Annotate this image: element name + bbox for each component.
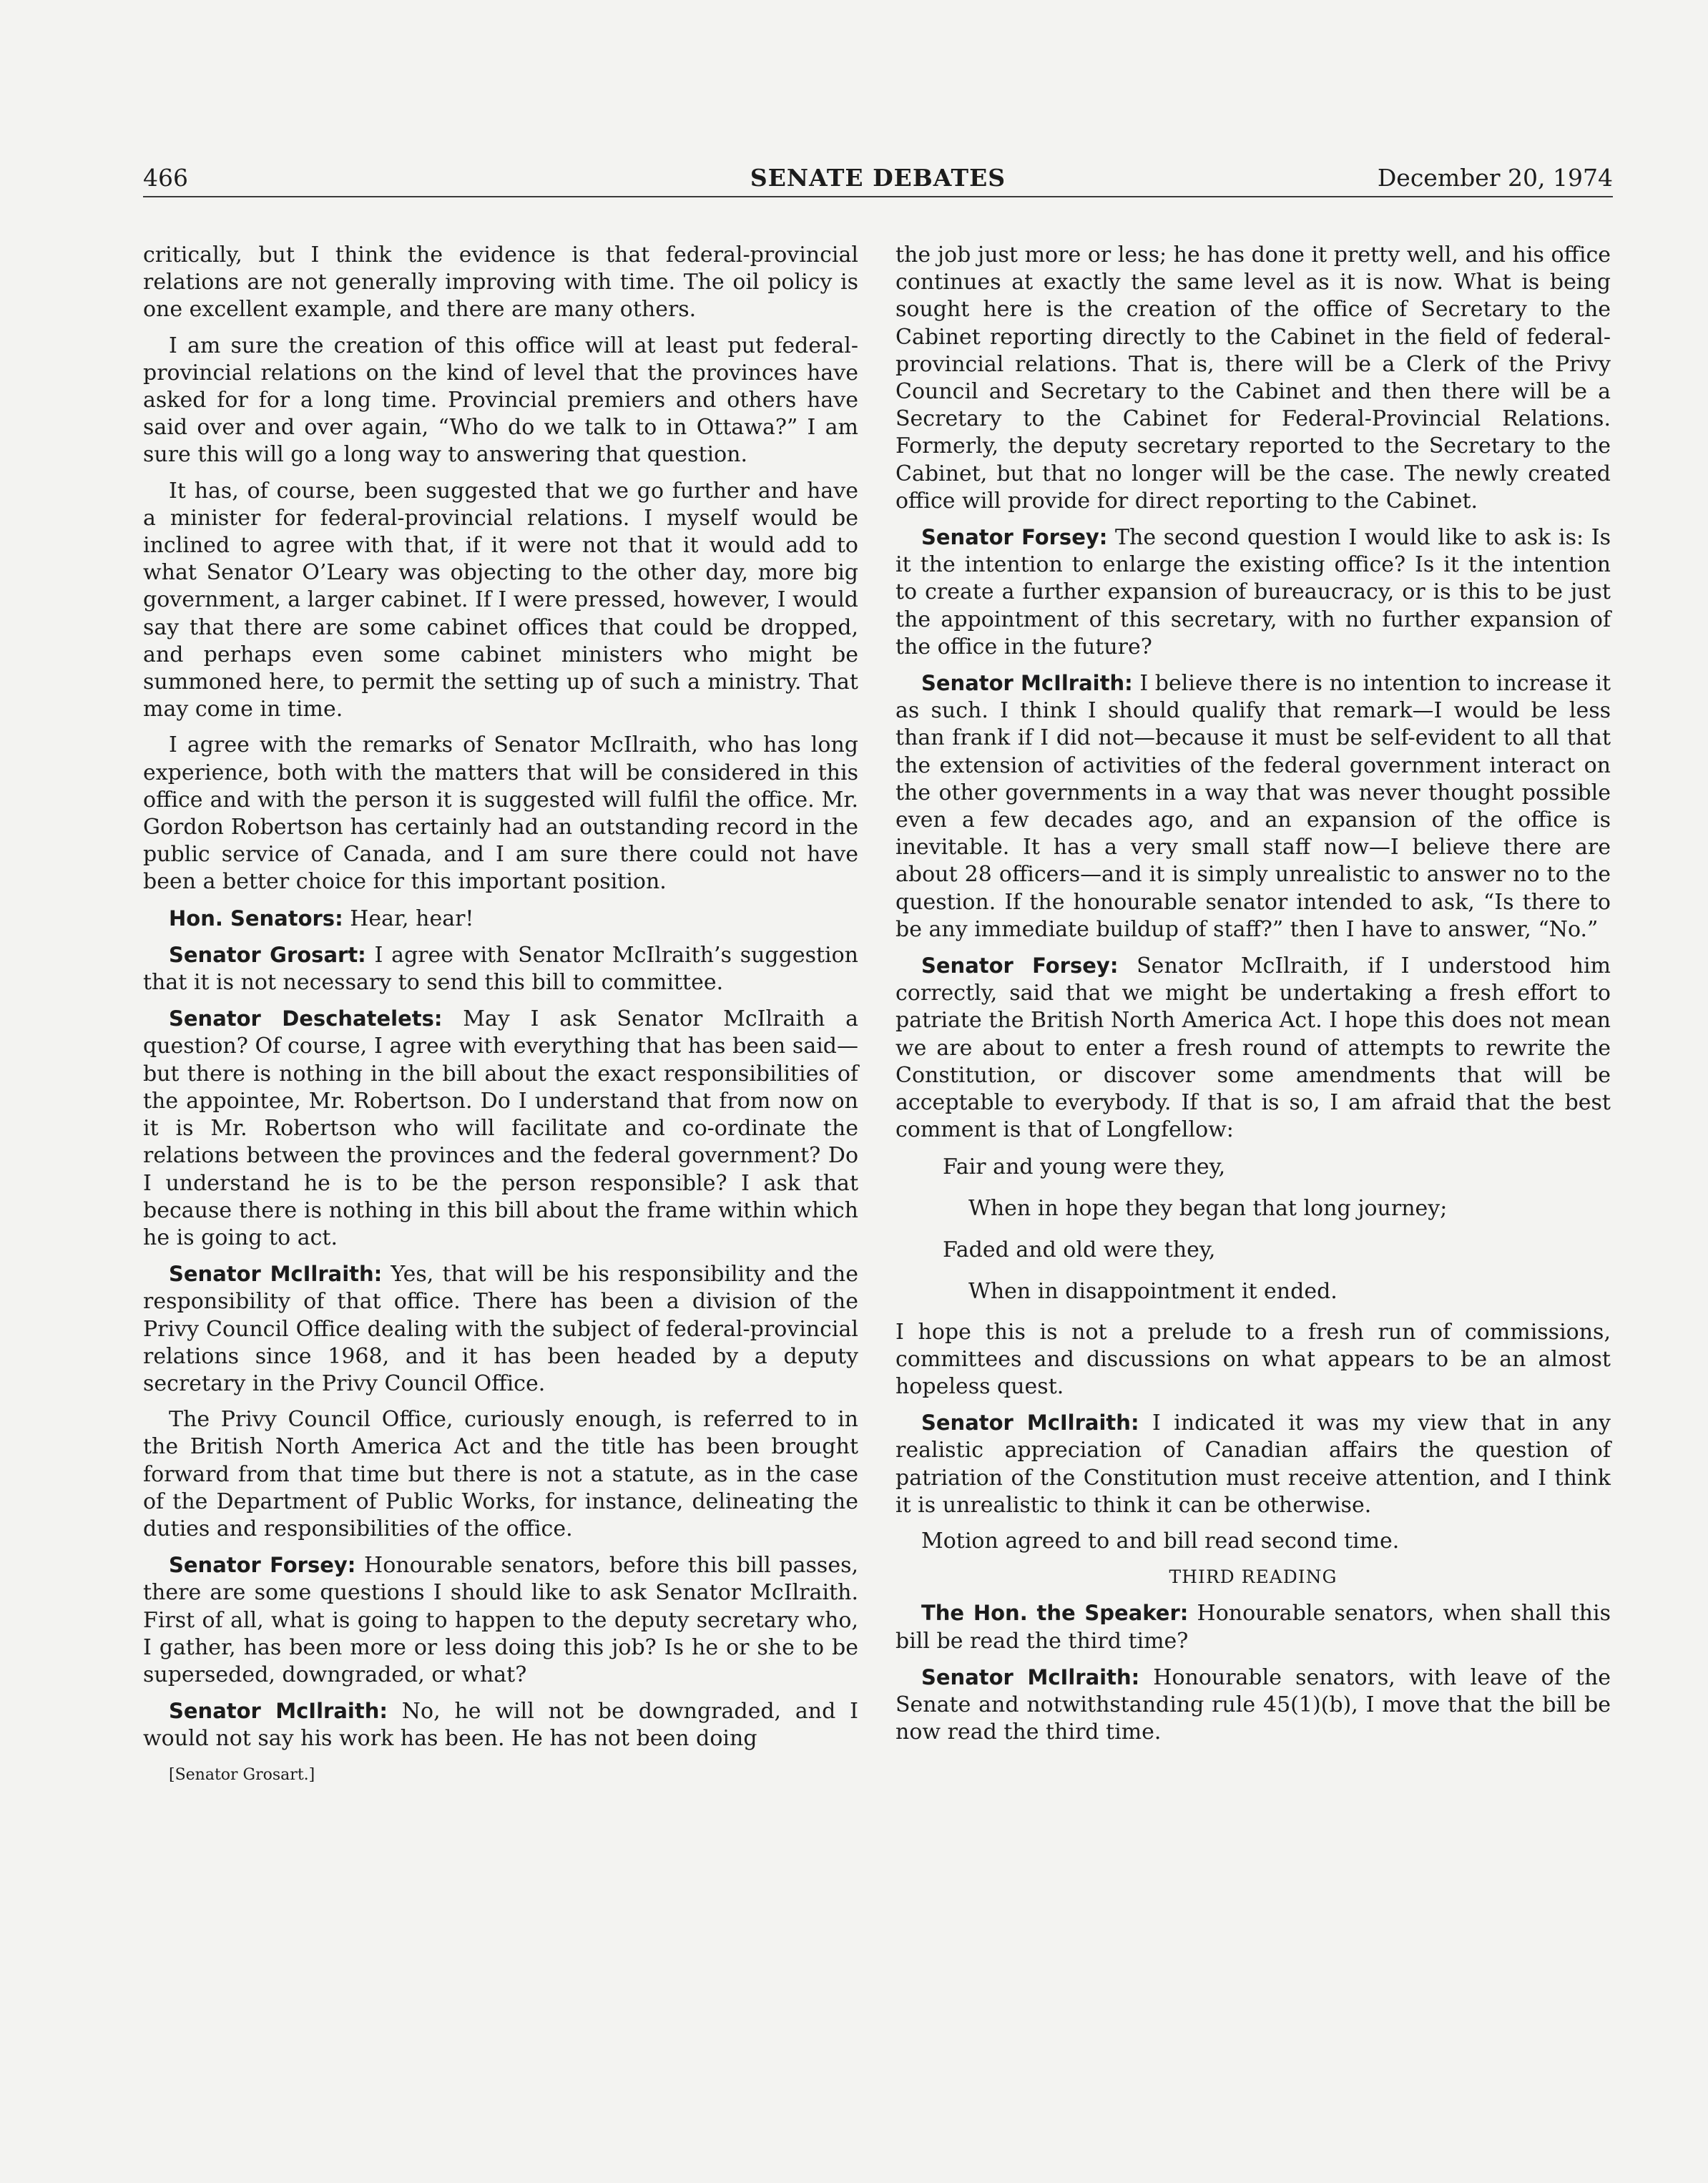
paragraph: critically, but I think the evidence is that federal-provincial relations are not generally improving with time. The oil policy is one excellent example, and there are many others.	[143, 242, 858, 323]
footnote: [Senator Grosart.]	[169, 1765, 315, 1784]
speech-paragraph	[143, 1005, 858, 1252]
speech-paragraph	[895, 669, 1611, 943]
paragraph: Motion agreed to and bill read second time.	[921, 1528, 1400, 1554]
speech-text: I believe there is no intention to increase it as such. I think I should qualify that remark—I would be less than frank if I did not—because it must be self-evident to all that the extension of activities of the federal government interact on the other governments in a way that was never thought possible even a few decades ago, and an expansion of the office is inevitable. It has a very small staff now—I believe there are about 28 officers—and it is simply unrealistic to answer no to the question. If the honourable senator intended to ask, “Is there to be any immediate buildup of staff?” then I have to answer, “No.”	[895, 671, 1611, 942]
speaker-name: Senator Forsey:	[921, 525, 1108, 550]
paragraph: The Privy Council Office, curiously enough, is referred to in the British North America Act and the title has been brought forward from that time but there is not a statute, as in the case of the Department of Public Works, for instance, delineating the duties and responsibilities of the office.	[143, 1407, 858, 1541]
section-heading: THIRD READING	[1169, 1566, 1338, 1588]
speech-text: Honourable senators, with leave of the Senate and notwithstanding rule 45(1)(b), I move that the bill be now read the third time.	[895, 1664, 1611, 1745]
speech-paragraph	[895, 952, 1611, 1144]
speech-text: I indicated it was my view that in any realistic appreciation of Canadian affairs the question of patriation of the Constitution must receive attention, and I think it is unrealistic to think it can be otherwise.	[895, 1411, 1611, 1518]
right-column	[895, 242, 1611, 1755]
speech-paragraph	[143, 905, 858, 933]
speaker-name: Senator Forsey:	[921, 953, 1119, 978]
speech-paragraph	[895, 1664, 1611, 1747]
speech-text: Hear, hear!	[343, 906, 474, 931]
paragraph: the job just more or less; he has done it pretty well, and his office continues at exactly the same level as it is now. What is being sought here is the creation of the office of Secretary to the Cabinet reporting directly to the Cabinet in the field of federal-provincial relations. That is, there will be a Clerk of the Privy Council and Secretary to the Cabinet and then there will be a Secretary to the Cabinet for Federal-Provincial Relations. Formerly, the deputy secretary reported to the Secretary to the Cabinet, but that no longer will be the case. The newly created office will provide for direct reporting to the Cabinet.	[895, 242, 1611, 514]
verse-line: When in hope they began that long journey;	[968, 1195, 1448, 1221]
left-column	[143, 242, 858, 1797]
speaker-name: Senator McIlraith:	[169, 1262, 383, 1287]
speech-paragraph	[143, 1260, 858, 1398]
speaker-name: Senator Grosart:	[169, 942, 366, 967]
speaker-name: Senator Forsey:	[169, 1553, 356, 1578]
speaker-name: Hon. Senators:	[169, 906, 343, 931]
speech-text: I agree with Senator McIlraith’s suggestion that it is not necessary to send this bill to committee.	[143, 942, 859, 996]
speaker-name: Senator McIlraith:	[921, 671, 1133, 696]
paragraph: I hope this is not a prelude to a fresh run of commissions, committees and discussions on what appears to be an almost hopeless quest.	[895, 1319, 1611, 1399]
speaker-name: Senator McIlraith:	[921, 1664, 1140, 1689]
verse-quotation	[895, 1153, 1611, 1306]
page-number: 466	[143, 164, 188, 192]
speech-paragraph	[143, 1697, 858, 1752]
speaker-name: The Hon. the Speaker:	[921, 1601, 1189, 1626]
speech-text: The second question I would like to ask is: Is it the intention to enlarge the existing office? Is it the intention to create a further expansion of bureaucracy, or is this to be just the appointment of this secretary, with no further expansion of the office in the future?	[895, 525, 1611, 659]
speech-text: Honourable senators, before this bill passes, there are some questions I should like to ask Senator McIlraith. First of all, what is going to happen to the deputy secretary who, I gather, has been more or less doing this job? Is he or she to be superseded, downgraded, or what?	[143, 1553, 859, 1687]
verse-line: Fair and young were they,	[943, 1154, 1226, 1179]
speech-text: Senator McIlraith, if I understood him correctly, said that we might be undertaking a fresh effort to patriate the British North America Act. I hope this does not mean we are about to enter a fresh round of attempts to rewrite the Constitution, or discover some amendments that will be acceptable to everybody. If that is so, I am afraid that the best comment is that of Longfellow:	[895, 953, 1611, 1143]
speech-paragraph	[143, 941, 858, 996]
issue-date: December 20, 1974	[1377, 164, 1613, 192]
verse-line: Faded and old were they,	[943, 1237, 1216, 1262]
speaker-name: Senator McIlraith:	[921, 1411, 1139, 1436]
speaker-name: Senator McIlraith:	[169, 1699, 388, 1724]
speech-text: May I ask Senator McIlraith a question? Of course, I agree with everything that has been said—but there is nothing in the bill about the exact responsibilities of the appointee, Mr. Robertson. Do I understand that from now on it is Mr. Robertson who will facilitate and co-ordinate the relations between the provinces and the federal government? Do I understand he is to be the person responsible? I ask that because there is nothing in this bill about the frame within which he is going to act.	[143, 1006, 858, 1250]
speech-text: Yes, that will be his responsibility and the responsibility of that office. There has been a division of the Privy Council Office dealing with the subject of federal-provincial relations since 1968, and it has been headed by a deputy secretary in the Privy Council Office.	[143, 1262, 858, 1396]
verse-line: When in disappointment it ended.	[968, 1278, 1338, 1304]
speech-paragraph	[895, 1599, 1611, 1654]
speech-text: Honourable senators, when shall this bill be read the third time?	[895, 1601, 1611, 1654]
speech-paragraph	[895, 524, 1611, 661]
speech-paragraph	[143, 1551, 858, 1689]
paragraph: I am sure the creation of this office will at least put federal-provincial relations on the kind of level that the provinces have asked for for a long time. Provincial premiers and others have said over and over again, “Who do we talk to in Ottawa?” I am sure this will go a long way to answering that question.	[143, 333, 858, 468]
publication-title: SENATE DEBATES	[750, 164, 1006, 192]
speech-paragraph	[895, 1409, 1611, 1519]
speech-text: No, he will not be downgraded, and I would not say his work has been. He has not been doing	[143, 1699, 859, 1752]
paragraph: It has, of course, been suggested that we go further and have a minister for federal-provincial relations. I myself would be inclined to agree with that, if it were not that it would add to what Senator O’Leary was objecting to the other day, more big government, a larger cabinet. If I were pressed, however, I would say that there are some cabinet offices that could be dropped, and perhaps even some cabinet ministers who might be summoned here, to permit the setting up of such a ministry. That may come in time.	[143, 478, 858, 722]
speaker-name: Senator Deschatelets:	[169, 1006, 443, 1031]
paragraph: I agree with the remarks of Senator McIlraith, who has long experience, both with the matters that will be considered in this office and with the person it is suggested will fulfil the office. Mr. Gordon Robertson has certainly had an outstanding record in the public service of Canada, and I am sure there could not have been a better choice for this important position.	[143, 732, 858, 895]
page-header	[143, 159, 1613, 197]
